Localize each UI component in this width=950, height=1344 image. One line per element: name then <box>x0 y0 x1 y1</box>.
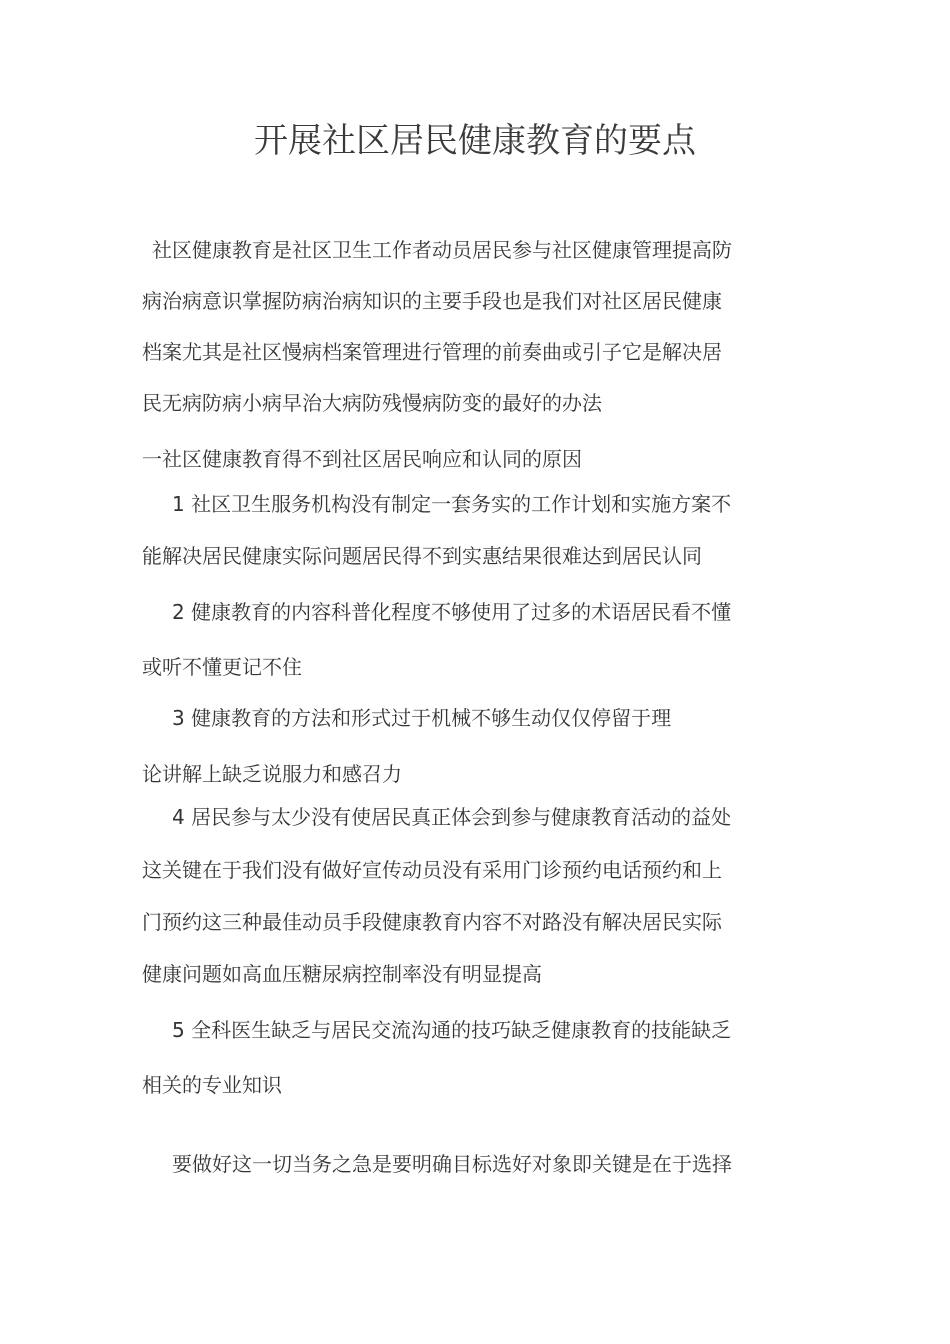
paragraph-line: 能解决居民健康实际问题居民得不到实惠结果很难达到居民认同 <box>142 544 702 568</box>
paragraph-line: 论讲解上缺乏说服力和感召力 <box>142 762 402 786</box>
paragraph-line: 3 健康教育的方法和形式过于机械不够生动仅仅停留于理 <box>172 706 672 730</box>
paragraph-line: 4 居民参与太少没有使居民真正体会到参与健康教育活动的益处 <box>172 805 732 829</box>
paragraph-line: 民无病防病小病早治大病防残慢病防变的最好的办法 <box>142 391 602 415</box>
paragraph-line: 相关的专业知识 <box>142 1073 282 1097</box>
paragraph-line: 档案尤其是社区慢病档案管理进行管理的前奏曲或引子它是解决居 <box>142 340 722 364</box>
paragraph-line: 健康问题如高血压糖尿病控制率没有明显提高 <box>142 962 542 986</box>
paragraph-line: 5 全科医生缺乏与居民交流沟通的技巧缺乏健康教育的技能缺乏 <box>172 1018 732 1042</box>
paragraph-line: 要做好这一切当务之急是要明确目标选好对象即关键是在于选择 <box>172 1152 732 1176</box>
paragraph-line: 这关键在于我们没有做好宣传动员没有采用门诊预约电话预约和上 <box>142 858 722 882</box>
paragraph-line: 1 社区卫生服务机构没有制定一套务实的工作计划和实施方案不 <box>172 492 732 516</box>
document-title: 开展社区居民健康教育的要点 <box>254 121 696 161</box>
paragraph-line: 2 健康教育的内容科普化程度不够使用了过多的术语居民看不懂 <box>172 600 732 624</box>
paragraph-line: 或听不懂更记不住 <box>142 655 302 679</box>
paragraph-line: 病治病意识掌握防病治病知识的主要手段也是我们对社区居民健康 <box>142 289 722 313</box>
paragraph-line: 社区健康教育是社区卫生工作者动员居民参与社区健康管理提高防 <box>152 238 732 262</box>
paragraph-line: 门预约这三种最佳动员手段健康教育内容不对路没有解决居民实际 <box>142 910 722 934</box>
section-heading: 一社区健康教育得不到社区居民响应和认同的原因 <box>142 447 582 471</box>
